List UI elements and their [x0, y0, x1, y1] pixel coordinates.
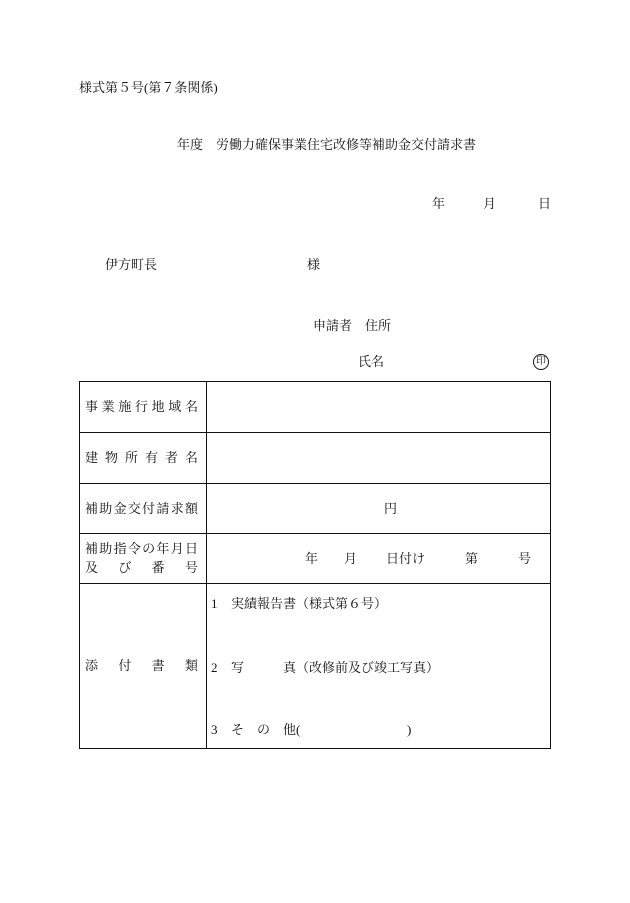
subsidy-order-label-line1: [85, 541, 198, 557]
label-char: 号: [184, 560, 198, 575]
label-char: 日: [184, 541, 198, 556]
date-month-label: 月: [483, 196, 497, 211]
table-row-subsidy-order: [79, 533, 551, 583]
applicant-address-label: 申請者 住所: [313, 318, 392, 333]
attachment-item-number: 1: [211, 596, 218, 611]
building-owner-label-cell: [80, 433, 207, 483]
label-char: び: [118, 560, 132, 575]
attachment-item-number: 2: [211, 660, 218, 675]
table-row-subsidy-amount: [79, 483, 551, 533]
label-char: 地: [151, 399, 165, 414]
subsidy-order-label-cell: [80, 534, 207, 583]
project-area-label-cell: [80, 382, 207, 432]
label-char: 施: [118, 399, 132, 414]
order-year-label: 年: [305, 550, 319, 566]
table-row-building-owner: [79, 432, 551, 483]
date-day-label: 日: [538, 196, 552, 211]
label-char: 額: [184, 500, 198, 516]
subsidy-order-value-cell: [207, 534, 550, 583]
attachments-label-cell: [80, 584, 207, 748]
label-char: 添: [85, 658, 99, 673]
label-char: 行: [134, 399, 148, 414]
attachment-item-number: 3: [211, 722, 218, 737]
label-char: 交: [127, 500, 141, 516]
label-char: 付: [142, 500, 156, 516]
seal-icon: 印: [533, 354, 549, 370]
label-char: 事: [85, 399, 99, 414]
label-char: 建: [85, 450, 99, 465]
subsidy-order-label-line2: [85, 560, 198, 576]
order-month-label: 月: [344, 550, 358, 566]
building-owner-label: [85, 450, 198, 466]
addressee-name: 伊方町長: [105, 257, 158, 272]
label-char: 月: [170, 541, 184, 556]
label-char: 補: [85, 500, 99, 516]
label-char: 求: [170, 500, 184, 516]
subsidy-amount-label: [85, 501, 198, 517]
label-char: 所: [124, 450, 138, 465]
table-row-project-area: [79, 381, 551, 432]
label-char: 者: [164, 450, 178, 465]
label-char: 域: [168, 399, 182, 414]
label-char: 付: [118, 658, 132, 673]
order-day-suffix: 日付け: [386, 550, 426, 566]
label-char: 指: [113, 541, 127, 556]
building-owner-value-cell: [207, 433, 550, 483]
label-char: 金: [113, 500, 127, 516]
label-char: 書: [151, 658, 165, 673]
attachment-item-text: 写 真（改修前及び竣工写真）: [231, 660, 440, 675]
label-char: 令: [127, 541, 141, 556]
applicant-name-label: 氏名: [358, 354, 385, 369]
attachment-item-text: 実績報告書（様式第６号）: [231, 596, 388, 611]
label-char: 番: [151, 560, 165, 575]
label-char: 補: [85, 541, 99, 556]
label-char: 助: [99, 541, 113, 556]
subsidy-amount-label-cell: [80, 484, 207, 533]
label-char: 請: [156, 500, 170, 516]
project-area-value-cell: [207, 382, 550, 432]
label-char: 名: [184, 399, 198, 414]
date-year-label: 年: [432, 196, 446, 211]
label-char: 物: [104, 450, 118, 465]
label-char: 有: [144, 450, 158, 465]
attachment-item-text: そ の 他(: [231, 722, 301, 737]
subsidy-amount-value-cell: [207, 484, 550, 533]
table-row-attachments: [79, 583, 551, 749]
label-char: 名: [184, 450, 198, 465]
subsidy-amount-unit: 円: [384, 500, 398, 516]
label-char: 類: [184, 658, 198, 673]
label-char: 年: [156, 541, 170, 556]
order-number-suffix: 号: [518, 550, 532, 566]
label-char: 業: [101, 399, 115, 414]
label-char: 及: [85, 560, 99, 575]
attachments-label: [85, 658, 198, 674]
attachments-value-cell: [207, 584, 550, 748]
order-number-prefix: 第: [465, 550, 479, 566]
label-char: 助: [99, 500, 113, 516]
label-char: の: [142, 541, 156, 556]
form-number: 様式第５号(第７条関係): [79, 80, 218, 95]
document-title: 年度 労働力確保事業住宅改修等補助金交付請求書: [177, 137, 477, 152]
project-area-label: [85, 399, 198, 415]
addressee-honorific: 様: [307, 257, 321, 272]
application-table: [79, 381, 551, 749]
attachment-item-close-paren: ): [407, 722, 412, 737]
